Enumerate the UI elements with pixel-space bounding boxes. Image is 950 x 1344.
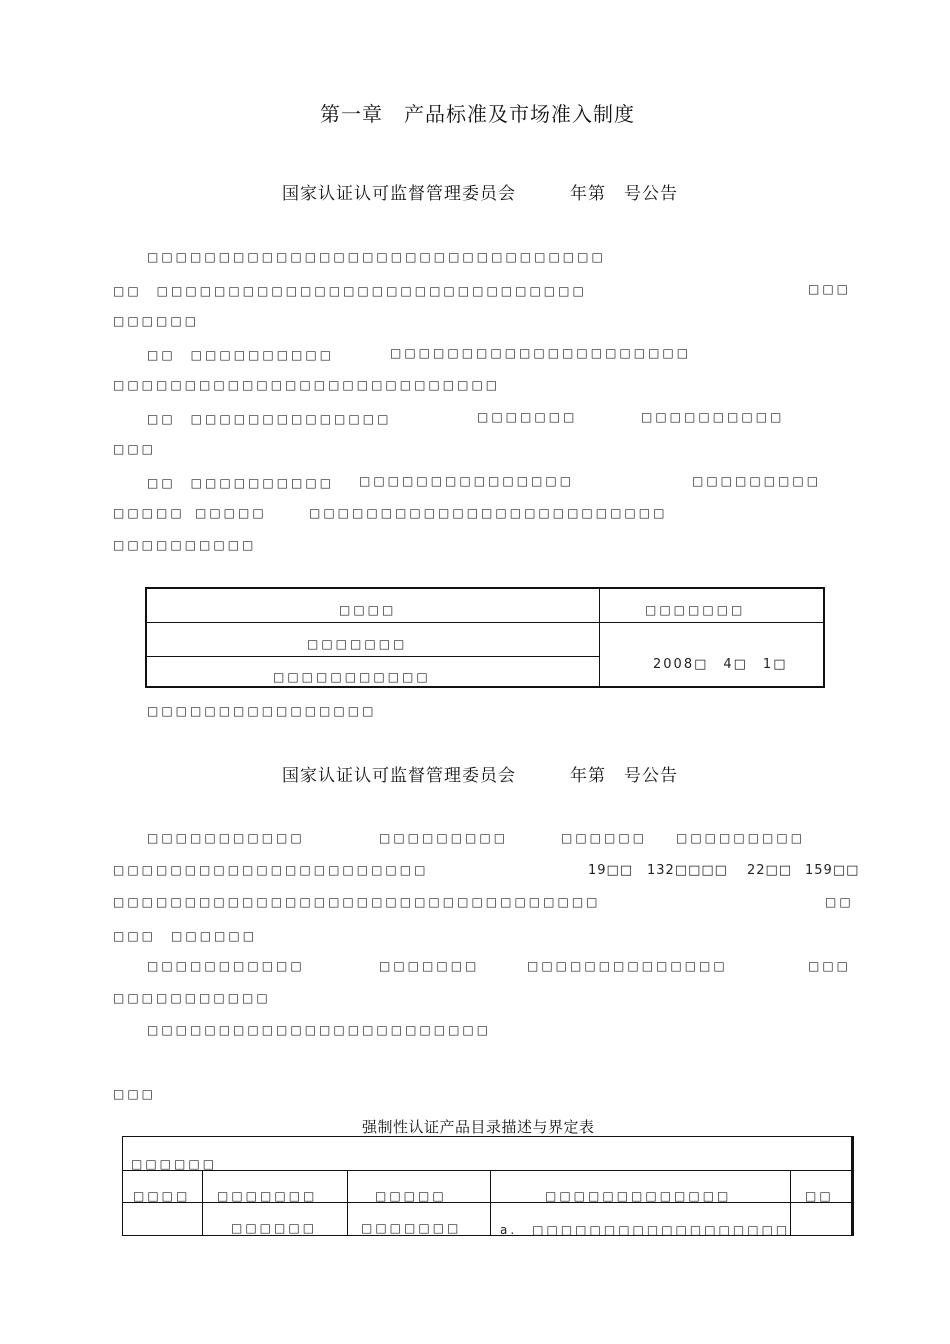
paragraph-line: □□□□□□□□□□□□□□□□ xyxy=(147,704,377,718)
table-header-cell: □□□□□□□ xyxy=(217,1189,318,1203)
paragraph-line: □□ □□□□□□□□□□□□□□ xyxy=(147,412,392,426)
paragraph-line: □□□ xyxy=(808,282,852,296)
table-divider xyxy=(490,1170,491,1236)
paragraph-line: □□□□□□□ xyxy=(379,959,480,973)
paragraph-line: □□□□□□□□□ xyxy=(379,831,509,845)
chapter-title: 第一章 产品标准及市场准入制度 xyxy=(320,102,635,126)
paragraph-line: □□□□□□□□□□□ xyxy=(147,959,305,973)
paragraph-line: □□□ □□□□□□ xyxy=(113,929,258,943)
table-cell: □□□□□□□ xyxy=(361,1221,462,1235)
table-divider xyxy=(123,1170,851,1171)
table-header-cell: □□ xyxy=(805,1189,834,1203)
table-divider xyxy=(599,589,600,686)
paragraph-line: □□□□□□□□□□□□□□□□□□□□□□□□□ xyxy=(309,506,668,520)
table-cell: □□□□□□□ xyxy=(307,637,408,651)
product-catalog-table xyxy=(122,1136,854,1236)
paragraph-line: □□□□□□□□□□□ xyxy=(147,831,305,845)
table-header-cell: □□□□□ xyxy=(375,1189,447,1203)
paragraph-line: 22□□ xyxy=(747,863,793,878)
table-divider xyxy=(202,1170,203,1236)
paragraph-line: □□ □□□□□□□□□□ xyxy=(147,476,335,490)
paragraph-line: □□□□□□□□□□□□□□□□□□□□□□□□□□□□□□□□ xyxy=(147,250,606,264)
table-cell: □□□□□□□□□□□ xyxy=(273,670,431,684)
paragraph-line: □□□□□□□□□□□□□□□□□□□□□□□□□□□ xyxy=(113,378,501,392)
table-header-cell: □□□□ xyxy=(133,1189,191,1203)
table-2-title: 强制性认证产品目录描述与界定表 xyxy=(362,1118,595,1136)
paragraph-line: □□□□□ xyxy=(113,506,185,520)
table-cell: a. □□□□□□□□□□□□□□□□□□ xyxy=(500,1223,791,1237)
paragraph-line: □□□□□□□□□□□□□□ xyxy=(527,959,728,973)
paragraph-line: □□□ xyxy=(113,442,157,456)
paragraph-line: □□□□□□□□□□ xyxy=(113,538,257,552)
table-divider xyxy=(347,1170,348,1236)
paragraph-line: □□□□□□□□□□ xyxy=(641,410,785,424)
paragraph-line: □□ xyxy=(825,895,854,909)
paragraph-line: □□□□□□□□□ xyxy=(676,831,806,845)
paragraph-line: 132□□□□ xyxy=(647,863,728,878)
attachment-label: □□□ xyxy=(113,1087,157,1101)
table-header-cell: □□□□□□□□□□□□□ xyxy=(545,1189,732,1203)
announcement-1-title: 国家认证认可监督管理委员会 年第 号公告 xyxy=(282,184,678,204)
paragraph-line: 159□□ xyxy=(805,863,860,878)
table-date-cell: 2008□ 4□ 1□ xyxy=(653,657,788,672)
paragraph-line: □□□□□□□□□□□□□□□□□□□□□□ xyxy=(113,863,429,877)
table-top-label: □□□□□□ xyxy=(131,1157,218,1171)
announcement-2-title: 国家认证认可监督管理委员会 年第 号公告 xyxy=(282,766,678,786)
table-header-cell: □□□□□□□ xyxy=(645,603,746,617)
paragraph-line: □□□□□□□□□ xyxy=(692,474,822,488)
paragraph-line: □□ □□□□□□□□□□ xyxy=(147,348,335,362)
paragraph-line: □□□□□□□□□□□□□□□□□□□□□□□□□□□□□□□□□□ xyxy=(113,895,601,909)
paragraph-line: □□□□□□ xyxy=(561,831,648,845)
table-divider xyxy=(147,656,599,657)
paragraph-line: □□□□□ xyxy=(195,506,267,520)
table-header-cell: □□□□ xyxy=(339,603,397,617)
paragraph-line: 19□□ xyxy=(588,863,634,878)
paragraph-line: □□□□□□□□□□□□□□□□□□□□□□□□ xyxy=(147,1023,492,1037)
paragraph-line: □□□□□□□□□□□□□□□ xyxy=(359,474,575,488)
implementation-date-table xyxy=(145,587,825,688)
table-cell: □□□□□□ xyxy=(231,1221,318,1235)
paragraph-line: □□□ xyxy=(808,959,852,973)
paragraph-line: □□ □□□□□□□□□□□□□□□□□□□□□□□□□□□□□□ xyxy=(113,284,587,298)
paragraph-line: □□□□□□ xyxy=(113,314,200,328)
paragraph-line: □□□□□□□□□□□ xyxy=(113,991,271,1005)
paragraph-line: □□□□□□□ xyxy=(477,410,578,424)
table-divider xyxy=(147,622,823,623)
paragraph-line: □□□□□□□□□□□□□□□□□□□□□ xyxy=(390,346,692,360)
